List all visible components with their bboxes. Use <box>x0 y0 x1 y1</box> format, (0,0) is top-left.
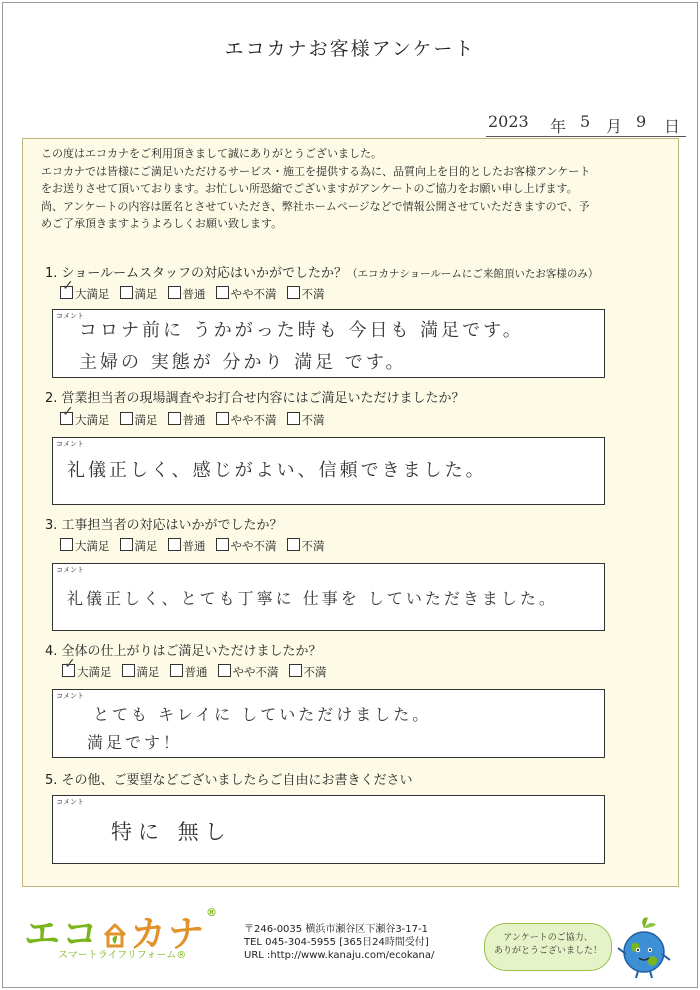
checkbox[interactable] <box>60 538 73 551</box>
option-label: 満足 <box>134 413 158 427</box>
question-1-options <box>60 278 335 302</box>
checkmark-icon: ✓ <box>64 656 76 672</box>
checkbox[interactable] <box>216 538 229 551</box>
comment-label: コメント <box>56 312 84 320</box>
date-month-unit: 月 <box>606 117 623 136</box>
question-4-text: 4. 全体の仕上がりはご満足いただけましたか？ <box>45 644 322 659</box>
option-label: 不満 <box>301 413 325 427</box>
question-5-comment-box[interactable] <box>52 795 605 864</box>
logo-text-part1: エコ <box>24 914 101 955</box>
checkbox[interactable] <box>287 412 300 425</box>
option-4-4[interactable] <box>218 664 279 680</box>
checkbox[interactable] <box>289 664 302 677</box>
footer <box>0 900 700 986</box>
question-2-options <box>60 404 335 428</box>
option-label: 大満足 <box>75 287 110 301</box>
question-5-text: 5. その他、ご要望などございましたらご自由にお書きください <box>45 773 413 788</box>
question-1-note: （エコカナショールームにご来館頂いたお客様のみ） <box>347 268 599 280</box>
question-4-options <box>62 656 337 680</box>
option-label: やや不満 <box>232 665 279 679</box>
comment-line: 満足です！ <box>87 733 183 752</box>
date-year-unit: 年 <box>550 117 567 136</box>
comment-label: コメント <box>56 798 84 806</box>
option-label: やや不満 <box>230 287 277 301</box>
comment-line: とても キレイに していただけました。 <box>93 705 432 724</box>
checkbox[interactable] <box>170 664 183 677</box>
comment-line: コロナ前に うかがった時も 今日も 満足です。 <box>79 320 524 341</box>
url-link[interactable]: URL :http://www.kanaju.com/ecokana/ <box>244 950 435 961</box>
option-4-2[interactable] <box>122 664 160 680</box>
option-4-5[interactable] <box>289 664 327 680</box>
question-1 <box>45 262 598 281</box>
comment-line: 礼儀正しく、とても丁寧に 仕事を していただきました。 <box>67 589 558 608</box>
option-3-1[interactable] <box>60 538 110 554</box>
question-2-comment-box[interactable] <box>52 437 605 505</box>
option-3-3[interactable] <box>168 538 206 554</box>
question-2 <box>45 387 465 406</box>
question-4-comment-box[interactable] <box>52 689 605 758</box>
checkbox[interactable] <box>60 404 74 425</box>
checkbox[interactable] <box>168 412 181 425</box>
checkmark-icon: ✓ <box>62 404 74 420</box>
question-1-comment-box[interactable] <box>52 309 605 378</box>
bubble-line: ありがとうございました！ <box>493 946 602 956</box>
option-label: やや不満 <box>230 539 277 553</box>
checkbox[interactable] <box>120 412 133 425</box>
thanks-speech-bubble <box>484 923 612 971</box>
option-1-4[interactable] <box>216 286 277 302</box>
comment-line: 主婦の 実態が 分かり 満足 です。 <box>79 352 407 373</box>
option-label: 大満足 <box>77 665 112 679</box>
question-1-text: 1. ショールームスタッフの対応はいかがでしたか？ <box>45 266 348 281</box>
checkbox[interactable] <box>122 664 135 677</box>
checkbox[interactable] <box>62 656 76 677</box>
option-label: やや不満 <box>230 413 277 427</box>
question-3-text: 3. 工事担当者の対応はいかがでしたか？ <box>45 518 283 533</box>
question-3-options <box>60 538 335 554</box>
option-3-5[interactable] <box>287 538 325 554</box>
checkbox[interactable] <box>168 538 181 551</box>
checkbox[interactable] <box>218 664 231 677</box>
comment-label: コメント <box>56 692 84 700</box>
phone-line: TEL 045-304-5955 [365日24時間受付] <box>244 937 429 948</box>
question-3 <box>45 514 283 533</box>
checkbox[interactable] <box>168 286 181 299</box>
intro-line: エコカナでは皆様にご満足いただけるサービス・施工を提供する為に、品質向上を目的としたお客様アンケート <box>41 164 591 178</box>
intro-text <box>41 145 671 233</box>
comment-label: コメント <box>56 566 84 574</box>
checkbox[interactable] <box>120 538 133 551</box>
question-5 <box>45 769 413 788</box>
option-label: 普通 <box>182 413 206 427</box>
option-2-2[interactable] <box>120 412 158 428</box>
company-address <box>244 923 434 962</box>
logo-text-part2: カナ <box>130 914 207 955</box>
intro-line: をお送りさせて頂いております。お忙しい所恐縮でございますがアンケートのご協力をお願い申し上げます。 <box>41 182 578 196</box>
option-label: 不満 <box>301 287 325 301</box>
date-day-value: 9 <box>636 112 647 131</box>
date-field <box>486 110 686 137</box>
checkbox[interactable] <box>216 412 229 425</box>
option-label: 大満足 <box>75 539 110 553</box>
option-label: 大満足 <box>75 413 110 427</box>
globe-mascot-icon <box>614 914 674 980</box>
option-3-2[interactable] <box>120 538 158 554</box>
date-month-value: 5 <box>580 112 591 131</box>
page-title: エコカナお客様アンケート <box>224 38 476 60</box>
option-1-1[interactable] <box>60 278 110 302</box>
house-leaf-icon <box>102 922 128 948</box>
checkbox[interactable] <box>216 286 229 299</box>
option-2-5[interactable] <box>287 412 325 428</box>
option-label: 満足 <box>134 539 158 553</box>
option-label: 満足 <box>136 665 160 679</box>
date-year-value: 2023 <box>488 112 529 131</box>
logo-registered-mark: ® <box>206 906 220 919</box>
option-label: 普通 <box>182 539 206 553</box>
option-3-4[interactable] <box>216 538 277 554</box>
option-label: 不満 <box>303 665 327 679</box>
checkmark-icon: ✓ <box>62 278 74 294</box>
checkbox[interactable] <box>287 286 300 299</box>
option-4-3[interactable] <box>170 664 208 680</box>
intro-line: この度はエコカナをご利用頂きまして誠にありがとうございました。 <box>41 147 382 160</box>
comment-line: 礼儀正しく、感じがよい、信頼できました。 <box>67 460 487 481</box>
option-1-2[interactable] <box>120 286 158 302</box>
checkbox[interactable] <box>287 538 300 551</box>
question-3-comment-box[interactable] <box>52 563 605 631</box>
checkbox[interactable] <box>60 278 74 299</box>
intro-line: めご了承頂きますようよろしくお願い致します。 <box>41 217 283 231</box>
comment-line: 特に 無し <box>111 820 232 844</box>
option-2-3[interactable] <box>168 412 206 428</box>
checkbox[interactable] <box>120 286 133 299</box>
option-2-1[interactable] <box>60 404 110 428</box>
question-2-text: 2. 営業担当者の現場調査やお打合せ内容にはご満足いただけましたか？ <box>45 391 465 406</box>
option-1-5[interactable] <box>287 286 325 302</box>
logo-tagline: スマートライフリフォーム® <box>58 950 187 961</box>
bubble-line: アンケートのご協力、 <box>503 933 593 943</box>
option-label: 普通 <box>184 665 208 679</box>
question-4 <box>45 640 322 659</box>
option-1-3[interactable] <box>168 286 206 302</box>
address-line: 〒246-0035 横浜市瀬谷区下瀬谷3-17-1 <box>244 924 428 935</box>
date-day-unit: 日 <box>664 117 681 136</box>
comment-label: コメント <box>56 440 84 448</box>
option-4-1[interactable] <box>62 656 112 680</box>
option-label: 満足 <box>134 287 158 301</box>
option-label: 不満 <box>301 539 325 553</box>
option-2-4[interactable] <box>216 412 277 428</box>
option-label: 普通 <box>182 287 206 301</box>
intro-line: 尚、アンケートの内容は匿名とさせていただき、弊社ホームページなどで情報公開させていただきますので、予 <box>41 199 590 213</box>
